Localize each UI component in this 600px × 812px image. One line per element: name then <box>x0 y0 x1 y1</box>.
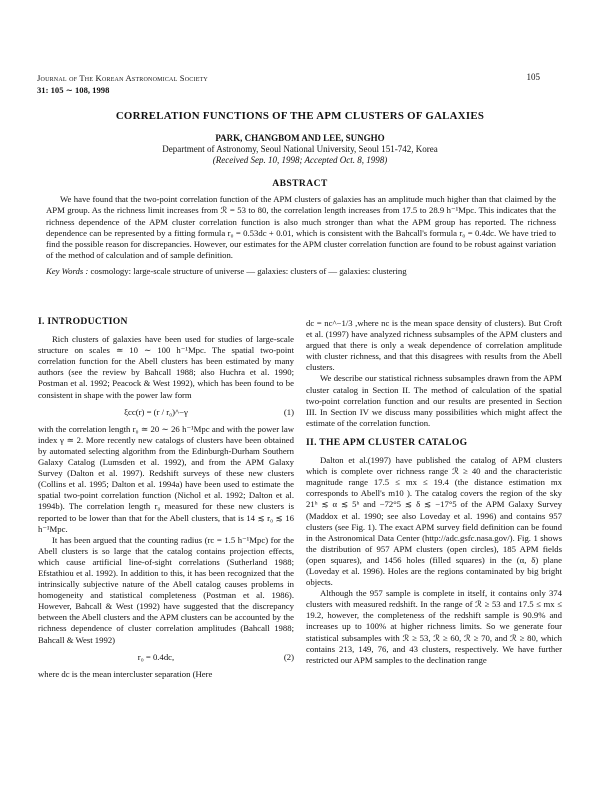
equation-2-number: (2) <box>283 651 294 662</box>
abstract-text: We have found that the two-point correlation function of the APM clusters of galaxies has an amplitude much higher than that claimed by the APM group. As the richness limit increases from ℛ = 53 to 80, the correlation length increases from 17.5 to 28.9 h⁻¹Mpc. This indicates that the richness dependence of the APM cluster correlation function is also much stronger than what the APM group has reported. The richness dependence can be represented by a fitting formula r₀ = 0.53dc + 0.01, which is consistent with the Bahcall's formula r₀ = 0.4dc. We have tried to find the possible reason for discrepancies. However, our estimates for the APM cluster correlation function are found to be robust against variation of the method of calculation and of sample definition. <box>46 194 556 261</box>
keywords <box>46 266 556 277</box>
keywords-label: Key Words : <box>46 266 89 276</box>
left-column <box>38 316 294 680</box>
journal-header <box>37 72 208 96</box>
equation-1-number: (1) <box>283 406 294 417</box>
intro-paragraph-2: with the correlation length r₀ ≃ 20 ∼ 26 h⁻¹Mpc and with the power law index γ ≃ 2. More recently new catalogs of clusters have been obtained by automated selecting algorithm from the Edinburgh-Durham Southern Galaxy Catalog (Lumsden et al. 1992), and from the APM Galaxy Survey (Dalton et al. 1997). Redshift surveys of these new clusters (Collins et al. 1995; Dalton et al. 1994a) have been used to estimate the spatial two-point correlation function (Nichol et al. 1992; Dalton et al. 1994b). The correlation length r₀ measured for these new clusters is reported to be lower than that for the Abell clusters, that is 14 ≲ r₀ ≲ 16 h⁻¹Mpc. <box>38 423 294 534</box>
section-heading-introduction: I. INTRODUCTION <box>38 316 128 327</box>
page-number: 105 <box>526 72 540 82</box>
intro-paragraph-3: It has been argued that the counting radius (rc = 1.5 h⁻¹Mpc) for the Abell clusters is so large that the catalog contains projection effects, which cause artificial line-of-sight correlations (Sutherland 1988; Efstathiou et al. 1992). In addition to this, it has been recognized that the intrinsically subjective nature of the Abell catalog causes problems in homogeneity and statistical completeness (Postman et al. 1986). However, Bahcall & West (1992) have suggested that the discrepancy between the Abell clusters and the APM clusters can be accounted by the richness dependence of cluster correlation amplitudes (Bahcall 1988; Bahcall & West 1992) <box>38 534 294 645</box>
equation-2-formula: r₀ = 0.4dc, <box>137 651 175 662</box>
received-dates: (Received Sep. 10, 1998; Accepted Oct. 8, 1998) <box>212 155 388 165</box>
section-heading-apm-catalog: II. THE APM CLUSTER CATALOG <box>306 436 468 448</box>
catalog-paragraph-2: Although the 957 sample is complete in itself, it contains only 374 clusters with measured redshift. In the range of ℛ ≥ 53 and 17.5 ≤ mx ≤ 19.2, however, the completeness of the redshift sample is 90.9% and increases up to 100% at higher richness limits. So we generate four statistical subsamples with ℛ ≥ 53, ℛ ≥ 60, ℛ ≥ 70, and ℛ ≥ 80, which contains 213, 149, 76, and 43 clusters, respectively. We have further restricted our APM samples to the declination range <box>306 588 562 665</box>
right-column <box>306 318 562 666</box>
affiliation: Department of Astronomy, Seoul National University, Seoul 151-742, Korea <box>162 144 438 154</box>
right-paragraph-2: We describe our statistical richness subsamples drawn from the APM cluster catalog in Section II. The method of calculation of the spatial two-point correlation function and our results are presented in Section III. In Section IV we discuss many possibilities which might affect the estimate of the correlation function. <box>306 373 562 428</box>
catalog-paragraph-1: Dalton et al.(1997) have published the catalog of APM clusters which is complete over richness range ℛ ≥ 40 and the characteristic magnitude range 17.5 ≤ mx ≤ 19.4 (the distance estimation mx corresponds to Abell's m10 ). The catalog covers the region of the sky 21ʰ ≲ α ≲ 5ʰ and −72°5 ≲ δ ≲ −17°5 of the APM Galaxy Survey (Maddox et al. 1990; see also Loveday et al. 1996) and contains 957 clusters (see Fig. 1). The exact APM survey field definition can be found in the Astronomical Data Center (http://adc.gsfc.nasa.gov/). Fig. 1 shows the distribution of 957 APM clusters (open circles), 185 APM fields (open squares), and 1456 holes (filled squares) in the (α, δ) plane (Loveday et al. 1996). Holes are the regions contaminated by big bright objects. <box>306 455 562 588</box>
intro-paragraph-4: where dc is the mean intercluster separation (Here <box>38 668 213 679</box>
intro-paragraph-1: Rich clusters of galaxies have been used for studies of large-scale structure on scales ≃ 10 ∼ 100 h⁻¹Mpc. The spatial two-point correlation function for the Abell clusters has been estimated by many authors (see the review by Bahcall 1988; also Huchra et al. 1990; Postman et al. 1992; Peacock & West 1992), which has been found to be consistent in shape with the power law form <box>38 334 294 400</box>
abstract-heading: ABSTRACT <box>272 178 328 189</box>
author-names: PARK, CHANGBOM AND LEE, SUNGHO <box>215 133 385 143</box>
journal-name: Journal of The Korean Astronomical Society <box>37 73 208 83</box>
right-paragraph-1: dc = nc^−1/3 ,where nc is the mean space density of clusters). But Croft et al. (1997) have analyzed richness subsamples of the APM clusters and argued that there is only a weak dependence of correlation amplitude with cluster richness, and that this disagrees with results from the Abell clusters. <box>306 318 562 373</box>
equation-2 <box>38 652 294 663</box>
keywords-text: cosmology: large-scale structure of universe — galaxies: clusters of — galaxies: clustering <box>88 266 407 276</box>
equation-1-formula: ξcc(r) = (r / r₀)^−γ <box>124 406 188 417</box>
author-block <box>0 133 600 166</box>
paper-title: CORRELATION FUNCTIONS OF THE APM CLUSTERS OF GALAXIES <box>115 110 485 122</box>
volume-line: 31: 105 ∼ 108, 1998 <box>37 85 110 95</box>
equation-1 <box>38 407 294 418</box>
